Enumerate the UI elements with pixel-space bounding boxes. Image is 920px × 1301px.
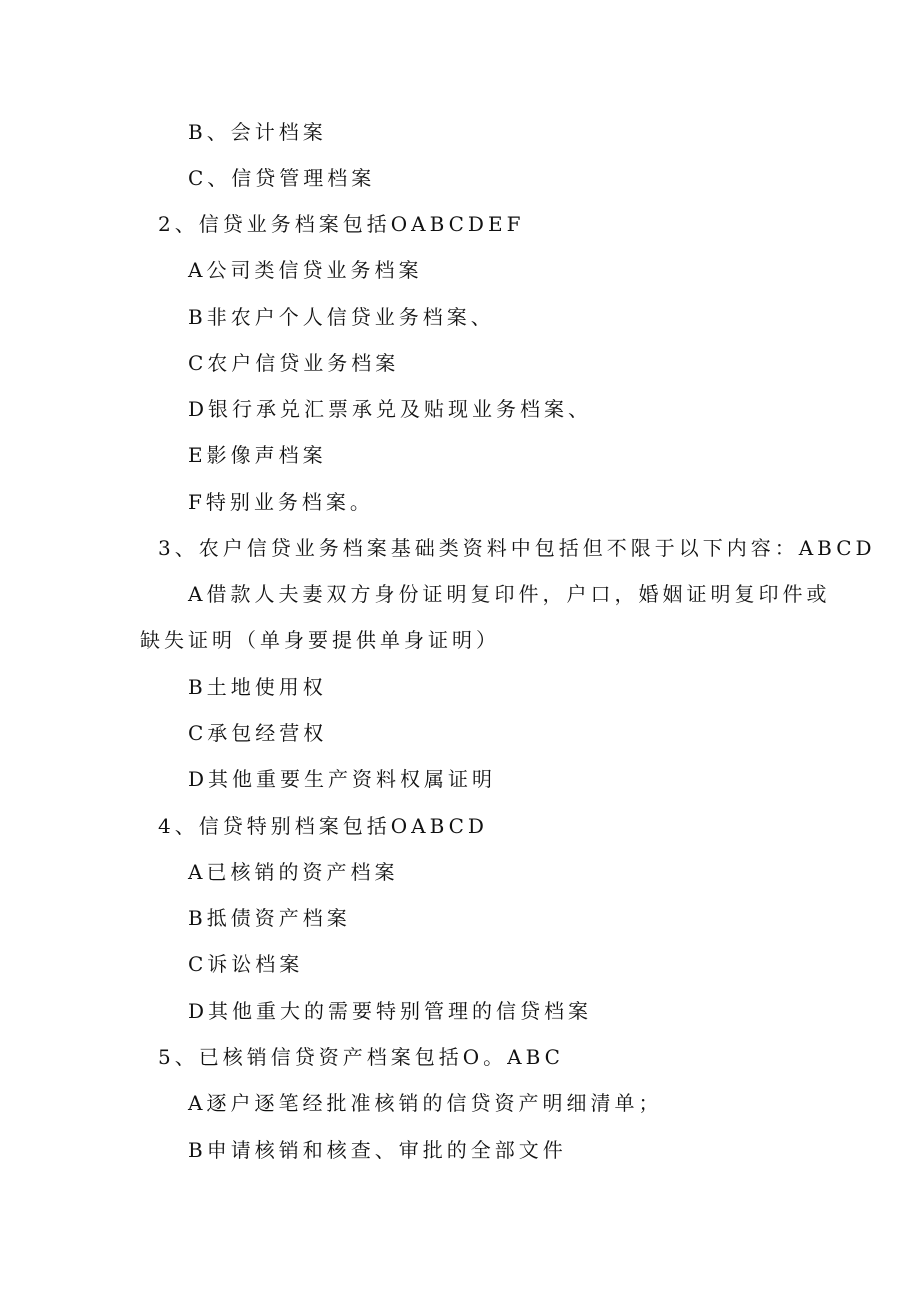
question-4: 4、信贷特别档案包括OABCD [158, 814, 488, 838]
option-c-credit-management-archive: C、信贷管理档案 [188, 166, 376, 190]
q2-option-d: D银行承兑汇票承兑及贴现业务档案、 [188, 397, 593, 421]
q4-option-b: B抵债资产档案 [188, 906, 351, 930]
q2-option-b: B非农户个人信贷业务档案、 [188, 305, 495, 329]
question-3: 3、农户信贷业务档案基础类资料中包括但不限于以下内容：ABCD [158, 536, 876, 560]
q2-option-f: F特别业务档案。 [188, 490, 374, 514]
q2-option-e: E影像声档案 [188, 443, 327, 467]
q4-option-d: D其他重大的需要特别管理的信贷档案 [188, 999, 593, 1023]
q5-option-b: B申请核销和核查、审批的全部文件 [188, 1138, 567, 1162]
q3-option-b: B土地使用权 [188, 675, 327, 699]
q3-option-c: C承包经营权 [188, 721, 328, 745]
option-b-accounting-archive: B、会计档案 [188, 120, 327, 144]
q5-option-a: A逐户逐笔经批准核销的信贷资产明细清单； [188, 1091, 663, 1115]
q4-option-a: A已核销的资产档案 [188, 860, 399, 884]
q2-option-a: A公司类信贷业务档案 [188, 258, 423, 282]
question-2: 2、信贷业务档案包括OABCDEF [158, 212, 525, 236]
question-5: 5、已核销信贷资产档案包括O。ABC [158, 1045, 564, 1069]
q3-option-d: D其他重要生产资料权属证明 [188, 767, 497, 791]
q2-option-c: C农户信贷业务档案 [188, 351, 400, 375]
q3-option-a-continued: 缺失证明（单身要提供单身证明） [140, 628, 500, 652]
q3-option-a: A借款人夫妻双方身份证明复印件，户口，婚姻证明复印件或 [188, 582, 831, 606]
q4-option-c: C诉讼档案 [188, 952, 304, 976]
